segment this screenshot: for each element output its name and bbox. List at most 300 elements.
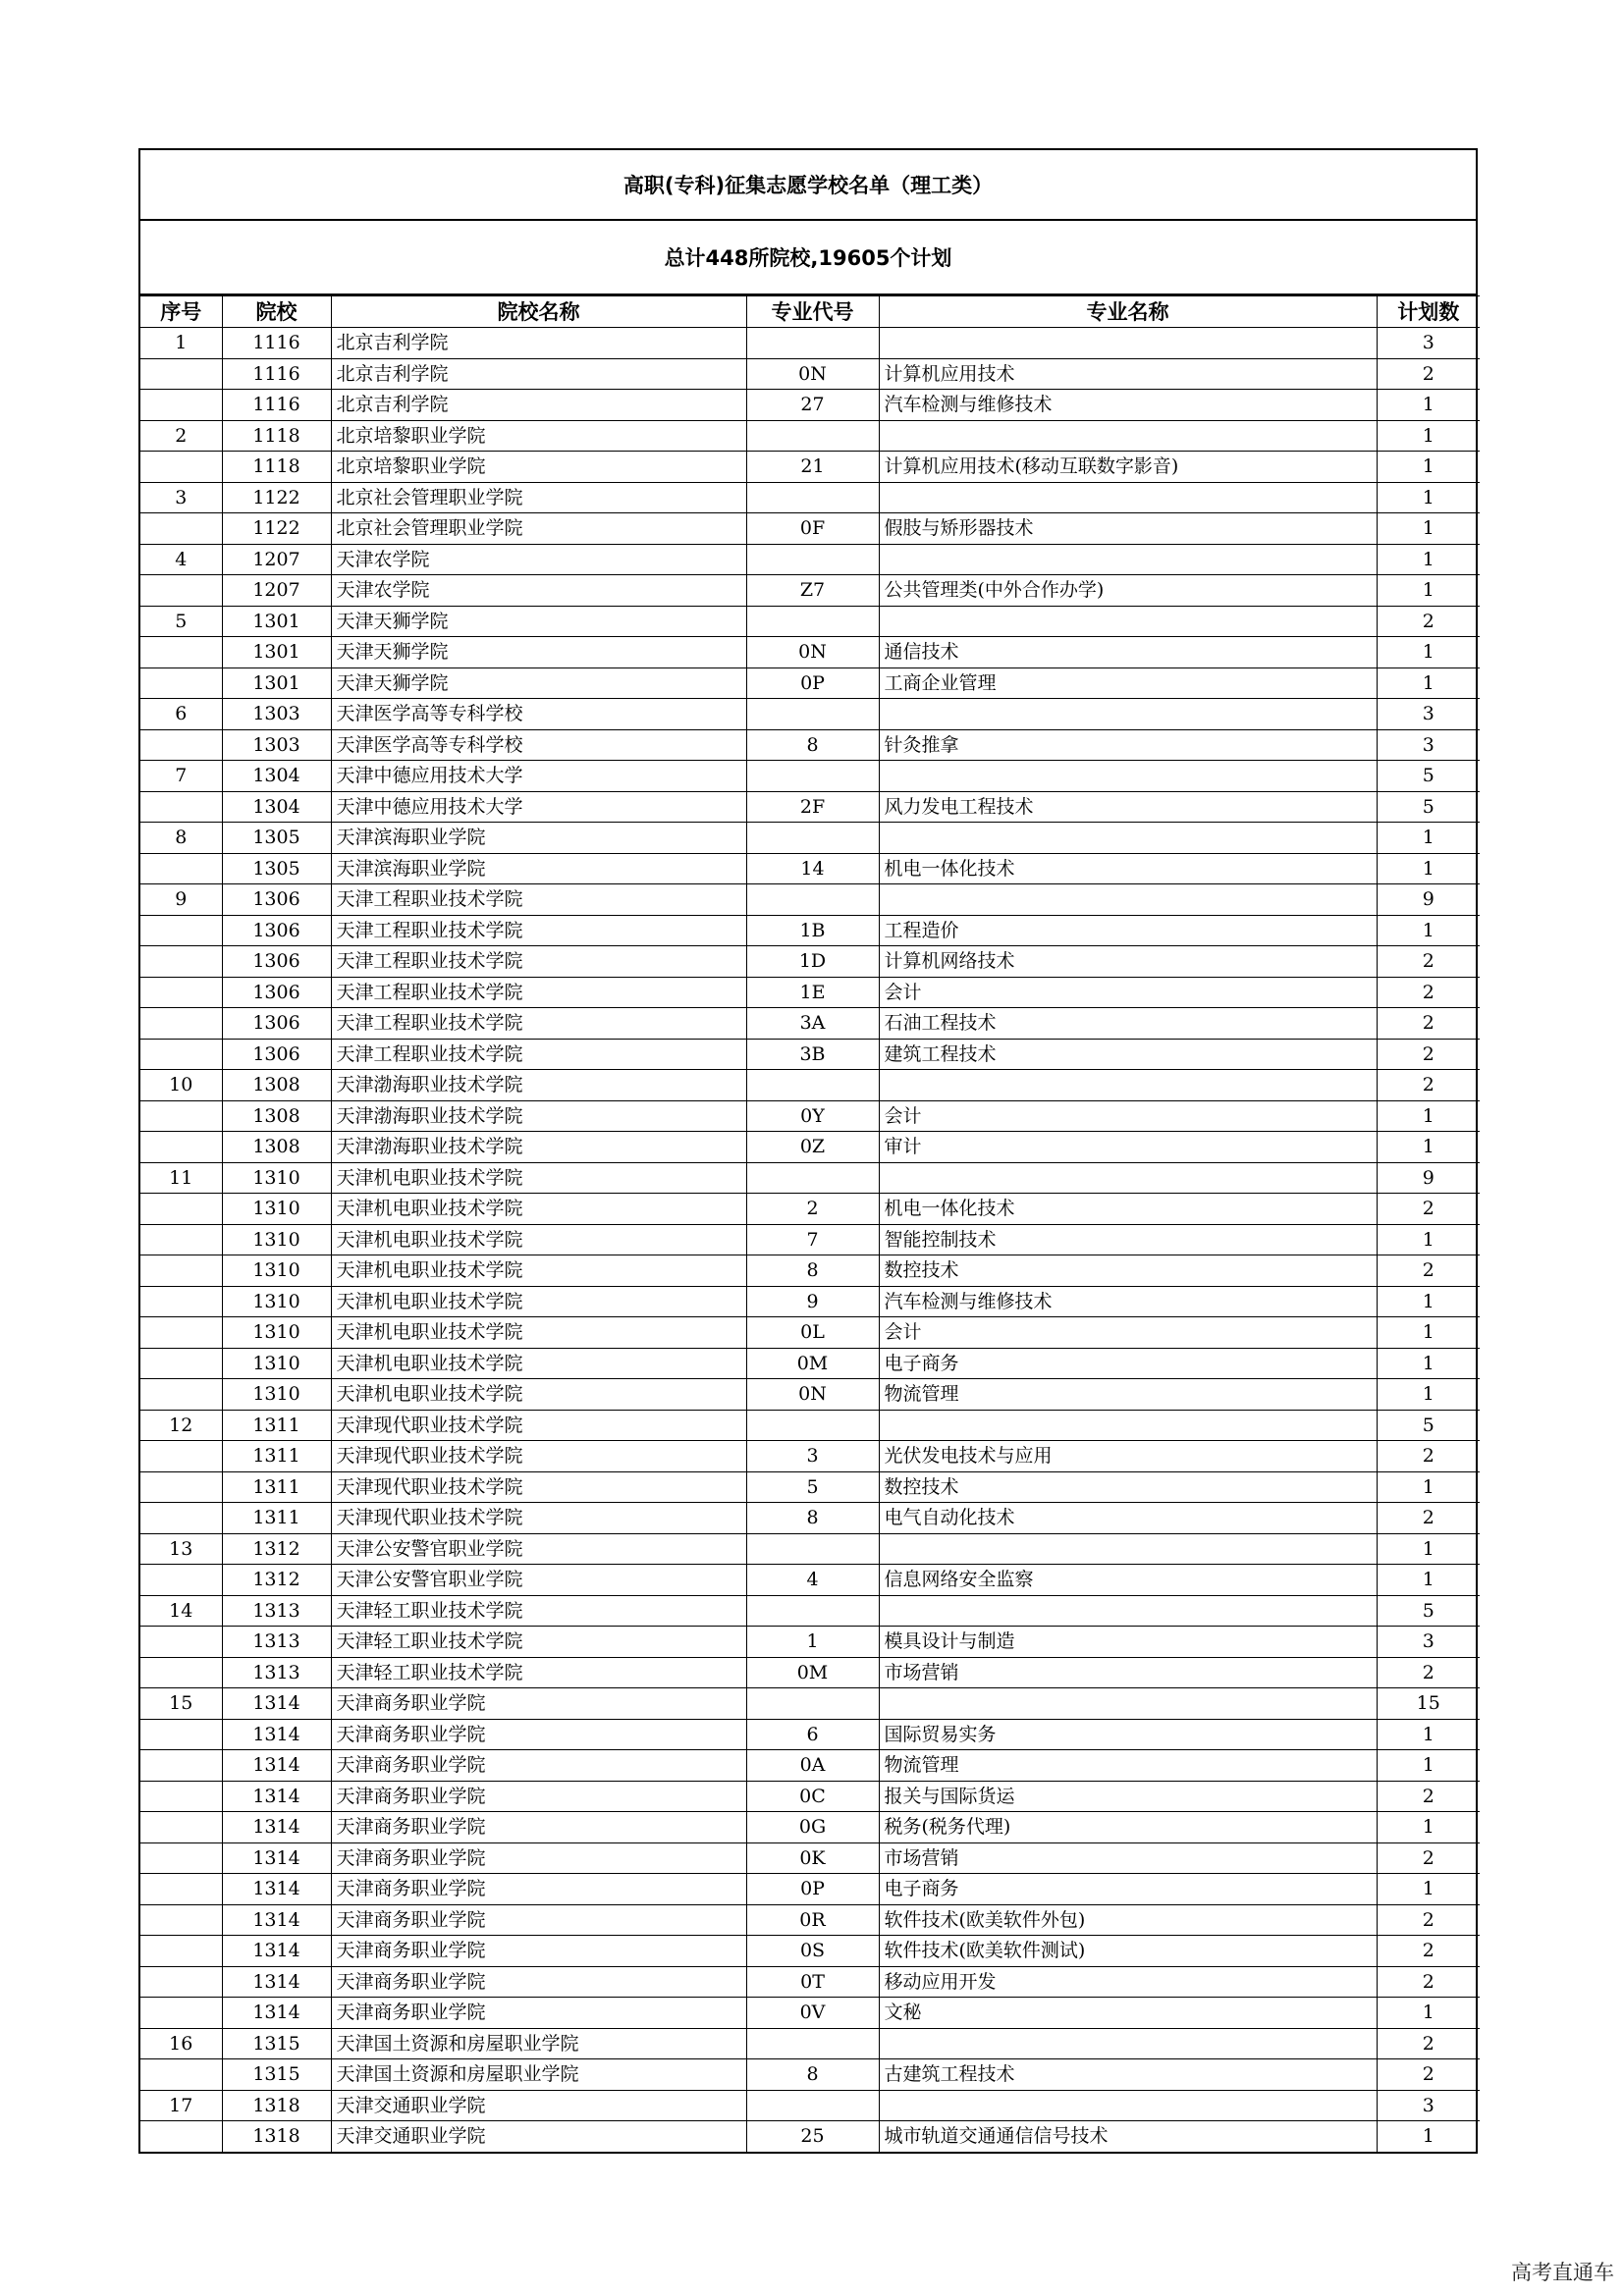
row-school-code: 1207	[222, 544, 331, 575]
row-plan-count: 1	[1377, 2121, 1480, 2152]
school-table	[140, 295, 1480, 2152]
admissions-sheet	[138, 148, 1478, 2154]
row-plan-count: 2	[1377, 606, 1480, 637]
row-major-name	[879, 420, 1377, 452]
row-school-name: 天津现代职业技术学院	[331, 1471, 746, 1503]
row-index: 13	[140, 1533, 222, 1565]
row-school-name: 天津商务职业学院	[331, 1719, 746, 1750]
row-plan-count: 2	[1377, 1039, 1480, 1070]
row-index	[140, 1657, 222, 1688]
row-major-code: 0Y	[746, 1100, 879, 1132]
row-index	[140, 853, 222, 884]
row-school-code: 1308	[222, 1070, 331, 1101]
row-major-code	[746, 1410, 879, 1441]
row-plan-count: 2	[1377, 1966, 1480, 1998]
row-major-name	[879, 1688, 1377, 1720]
row-school-name: 天津机电职业技术学院	[331, 1348, 746, 1379]
row-school-code: 1207	[222, 575, 331, 607]
row-major-name: 市场营销	[879, 1842, 1377, 1874]
row-major-name: 数控技术	[879, 1471, 1377, 1503]
row-major-name	[879, 699, 1377, 730]
table-row	[140, 823, 1480, 854]
row-school-name: 天津滨海职业学院	[331, 823, 746, 854]
table-row	[140, 1533, 1480, 1565]
row-major-code: 14	[746, 853, 879, 884]
row-major-name: 电子商务	[879, 1348, 1377, 1379]
row-school-name: 天津商务职业学院	[331, 1750, 746, 1782]
row-major-code: 0T	[746, 1966, 879, 1998]
row-major-name	[879, 1162, 1377, 1194]
row-index	[140, 513, 222, 545]
row-school-name: 天津交通职业学院	[331, 2090, 746, 2121]
row-plan-count: 3	[1377, 328, 1480, 359]
row-school-name: 天津商务职业学院	[331, 1936, 746, 1967]
row-major-name	[879, 328, 1377, 359]
row-school-code: 1122	[222, 482, 331, 513]
row-school-name: 天津农学院	[331, 575, 746, 607]
row-major-code	[746, 544, 879, 575]
row-plan-count: 1	[1377, 575, 1480, 607]
row-major-code: 3B	[746, 1039, 879, 1070]
table-row	[140, 1039, 1480, 1070]
row-plan-count: 1	[1377, 1348, 1480, 1379]
row-index	[140, 1255, 222, 1287]
row-plan-count: 9	[1377, 884, 1480, 916]
row-plan-count: 2	[1377, 1904, 1480, 1936]
row-plan-count: 2	[1377, 1070, 1480, 1101]
table-row	[140, 482, 1480, 513]
row-school-name: 天津机电职业技术学院	[331, 1286, 746, 1317]
row-index: 1	[140, 328, 222, 359]
row-school-name: 天津渤海职业技术学院	[331, 1100, 746, 1132]
row-school-name: 天津中德应用技术大学	[331, 791, 746, 823]
row-school-name: 天津公安警官职业学院	[331, 1533, 746, 1565]
row-school-name: 天津商务职业学院	[331, 1812, 746, 1843]
row-major-name: 假肢与矫形器技术	[879, 513, 1377, 545]
row-major-code: 3	[746, 1441, 879, 1472]
row-major-name	[879, 1533, 1377, 1565]
row-school-code: 1312	[222, 1533, 331, 1565]
row-school-code: 1308	[222, 1132, 331, 1163]
table-row	[140, 1595, 1480, 1627]
row-major-name	[879, 482, 1377, 513]
row-major-name: 电子商务	[879, 1874, 1377, 1905]
row-major-code	[746, 1162, 879, 1194]
row-school-code: 1310	[222, 1162, 331, 1194]
row-school-code: 1313	[222, 1595, 331, 1627]
row-school-name: 北京社会管理职业学院	[331, 482, 746, 513]
row-plan-count: 1	[1377, 513, 1480, 545]
row-index	[140, 452, 222, 483]
row-index: 3	[140, 482, 222, 513]
row-school-code: 1314	[222, 1688, 331, 1720]
row-major-name: 市场营销	[879, 1657, 1377, 1688]
row-school-code: 1312	[222, 1565, 331, 1596]
table-row	[140, 1008, 1480, 1040]
row-major-name	[879, 544, 1377, 575]
row-plan-count: 1	[1377, 1132, 1480, 1163]
row-plan-count: 5	[1377, 1410, 1480, 1441]
table-row	[140, 1224, 1480, 1255]
row-major-code	[746, 761, 879, 792]
row-major-code: 0G	[746, 1812, 879, 1843]
row-school-code: 1311	[222, 1410, 331, 1441]
row-major-code: 8	[746, 1503, 879, 1534]
row-plan-count: 1	[1377, 544, 1480, 575]
row-major-code	[746, 1595, 879, 1627]
table-row	[140, 946, 1480, 978]
row-index	[140, 791, 222, 823]
row-plan-count: 1	[1377, 915, 1480, 946]
row-index: 2	[140, 420, 222, 452]
row-major-name: 软件技术(欧美软件外包)	[879, 1904, 1377, 1936]
row-plan-count: 1	[1377, 482, 1480, 513]
row-major-name: 物流管理	[879, 1379, 1377, 1411]
row-plan-count: 2	[1377, 1194, 1480, 1225]
row-major-code: 2	[746, 1194, 879, 1225]
row-major-name: 税务(税务代理)	[879, 1812, 1377, 1843]
table-row	[140, 1998, 1480, 2029]
row-major-code: 0K	[746, 1842, 879, 1874]
row-school-code: 1305	[222, 823, 331, 854]
row-major-name: 机电一体化技术	[879, 1194, 1377, 1225]
row-school-name: 天津商务职业学院	[331, 1998, 746, 2029]
row-plan-count: 1	[1377, 1565, 1480, 1596]
row-school-code: 1306	[222, 915, 331, 946]
row-index	[140, 667, 222, 699]
row-school-name: 北京培黎职业学院	[331, 452, 746, 483]
row-school-code: 1311	[222, 1471, 331, 1503]
row-major-code: 27	[746, 390, 879, 421]
row-index	[140, 1565, 222, 1596]
row-school-name: 天津医学高等专科学校	[331, 729, 746, 761]
row-school-code: 1314	[222, 1842, 331, 1874]
row-plan-count: 2	[1377, 1008, 1480, 1040]
row-school-code: 1301	[222, 606, 331, 637]
row-school-name: 天津公安警官职业学院	[331, 1565, 746, 1596]
row-major-code: 0N	[746, 358, 879, 390]
row-index	[140, 1194, 222, 1225]
row-major-code	[746, 823, 879, 854]
table-row	[140, 1162, 1480, 1194]
row-major-name	[879, 1070, 1377, 1101]
row-major-code	[746, 606, 879, 637]
row-index	[140, 1627, 222, 1658]
row-major-name: 针灸推拿	[879, 729, 1377, 761]
row-plan-count: 1	[1377, 1379, 1480, 1411]
column-header-major-name: 专业名称	[879, 296, 1377, 328]
row-index	[140, 2059, 222, 2091]
row-plan-count: 2	[1377, 358, 1480, 390]
row-plan-count: 2	[1377, 1441, 1480, 1472]
table-row	[140, 1657, 1480, 1688]
row-plan-count: 1	[1377, 390, 1480, 421]
row-major-name	[879, 761, 1377, 792]
row-index: 14	[140, 1595, 222, 1627]
row-major-code: 0N	[746, 637, 879, 668]
table-row	[140, 2121, 1480, 2152]
column-header-plan-count: 计划数	[1377, 296, 1480, 328]
row-major-name: 机电一体化技术	[879, 853, 1377, 884]
row-major-code: 0S	[746, 1936, 879, 1967]
row-major-name: 汽车检测与维修技术	[879, 1286, 1377, 1317]
table-row	[140, 358, 1480, 390]
row-school-code: 1306	[222, 1039, 331, 1070]
table-row	[140, 1100, 1480, 1132]
row-index: 4	[140, 544, 222, 575]
row-plan-count: 2	[1377, 1781, 1480, 1812]
row-major-code: 0Z	[746, 1132, 879, 1163]
row-school-code: 1314	[222, 1874, 331, 1905]
row-major-name: 智能控制技术	[879, 1224, 1377, 1255]
table-row	[140, 1874, 1480, 1905]
row-school-code: 1311	[222, 1503, 331, 1534]
row-plan-count: 1	[1377, 1286, 1480, 1317]
row-school-name: 天津工程职业技术学院	[331, 1039, 746, 1070]
row-plan-count: 1	[1377, 1533, 1480, 1565]
row-major-code: Z7	[746, 575, 879, 607]
row-index	[140, 1224, 222, 1255]
row-index	[140, 915, 222, 946]
row-school-code: 1310	[222, 1194, 331, 1225]
row-major-name	[879, 606, 1377, 637]
row-major-code: 1D	[746, 946, 879, 978]
row-school-code: 1310	[222, 1379, 331, 1411]
row-major-name: 文秘	[879, 1998, 1377, 2029]
row-major-name: 物流管理	[879, 1750, 1377, 1782]
row-plan-count: 5	[1377, 761, 1480, 792]
row-school-name: 天津轻工职业技术学院	[331, 1627, 746, 1658]
row-school-name: 天津中德应用技术大学	[331, 761, 746, 792]
row-major-code: 0V	[746, 1998, 879, 2029]
row-index	[140, 1998, 222, 2029]
row-school-name: 天津医学高等专科学校	[331, 699, 746, 730]
row-major-code: 0M	[746, 1348, 879, 1379]
row-school-name: 天津国土资源和房屋职业学院	[331, 2059, 746, 2091]
row-school-name: 天津滨海职业学院	[331, 853, 746, 884]
row-major-name: 通信技术	[879, 637, 1377, 668]
row-major-code: 6	[746, 1719, 879, 1750]
row-index	[140, 390, 222, 421]
row-index	[140, 946, 222, 978]
row-plan-count: 1	[1377, 1750, 1480, 1782]
row-major-code: 0C	[746, 1781, 879, 1812]
row-major-name: 软件技术(欧美软件测试)	[879, 1936, 1377, 1967]
row-major-code: 0F	[746, 513, 879, 545]
row-school-code: 1318	[222, 2121, 331, 2152]
row-index: 9	[140, 884, 222, 916]
row-major-code: 3A	[746, 1008, 879, 1040]
table-row	[140, 977, 1480, 1008]
row-index	[140, 1008, 222, 1040]
table-row	[140, 575, 1480, 607]
table-row	[140, 1688, 1480, 1720]
row-school-name: 天津商务职业学院	[331, 1688, 746, 1720]
row-index: 16	[140, 2028, 222, 2059]
table-row	[140, 2059, 1480, 2091]
row-major-name: 工商企业管理	[879, 667, 1377, 699]
row-school-name: 天津轻工职业技术学院	[331, 1657, 746, 1688]
row-school-name: 天津天狮学院	[331, 667, 746, 699]
row-major-code	[746, 1688, 879, 1720]
row-index: 10	[140, 1070, 222, 1101]
row-major-name: 会计	[879, 1317, 1377, 1349]
row-school-code: 1306	[222, 1008, 331, 1040]
row-school-code: 1118	[222, 452, 331, 483]
row-plan-count: 1	[1377, 1998, 1480, 2029]
row-major-code: 9	[746, 1286, 879, 1317]
sheet-summary: 总计448所院校,19605个计划	[140, 221, 1476, 295]
table-row	[140, 1410, 1480, 1441]
row-major-name: 信息网络安全监察	[879, 1565, 1377, 1596]
table-row	[140, 1503, 1480, 1534]
row-plan-count: 1	[1377, 853, 1480, 884]
row-plan-count: 1	[1377, 1874, 1480, 1905]
table-body	[140, 328, 1480, 2152]
row-major-code	[746, 884, 879, 916]
row-index: 7	[140, 761, 222, 792]
row-plan-count: 9	[1377, 1162, 1480, 1194]
table-header-row	[140, 296, 1480, 328]
row-major-name: 移动应用开发	[879, 1966, 1377, 1998]
row-major-name	[879, 1595, 1377, 1627]
row-plan-count: 1	[1377, 420, 1480, 452]
table-row	[140, 791, 1480, 823]
row-index	[140, 1286, 222, 1317]
row-plan-count: 1	[1377, 823, 1480, 854]
row-school-code: 1303	[222, 699, 331, 730]
row-index	[140, 1904, 222, 1936]
row-school-name: 北京吉利学院	[331, 328, 746, 359]
row-plan-count: 2	[1377, 1657, 1480, 1688]
table-row	[140, 1936, 1480, 1967]
row-plan-count: 5	[1377, 1595, 1480, 1627]
row-index	[140, 1503, 222, 1534]
row-plan-count: 1	[1377, 1224, 1480, 1255]
row-school-name: 天津商务职业学院	[331, 1874, 746, 1905]
row-school-code: 1310	[222, 1286, 331, 1317]
table-row	[140, 1132, 1480, 1163]
row-index: 6	[140, 699, 222, 730]
row-major-code: 21	[746, 452, 879, 483]
row-school-name: 北京社会管理职业学院	[331, 513, 746, 545]
table-row	[140, 1781, 1480, 1812]
row-index	[140, 637, 222, 668]
row-major-name: 石油工程技术	[879, 1008, 1377, 1040]
row-index	[140, 1100, 222, 1132]
row-index	[140, 1348, 222, 1379]
table-row	[140, 1255, 1480, 1287]
row-school-code: 1303	[222, 729, 331, 761]
table-row	[140, 853, 1480, 884]
row-index	[140, 1966, 222, 1998]
row-index	[140, 977, 222, 1008]
row-school-name: 天津商务职业学院	[331, 1842, 746, 1874]
table-row	[140, 420, 1480, 452]
row-plan-count: 15	[1377, 1688, 1480, 1720]
row-plan-count: 2	[1377, 1936, 1480, 1967]
row-plan-count: 2	[1377, 1255, 1480, 1287]
column-header-school-name: 院校名称	[331, 296, 746, 328]
row-school-name: 天津现代职业技术学院	[331, 1410, 746, 1441]
row-school-name: 天津机电职业技术学院	[331, 1379, 746, 1411]
row-index: 8	[140, 823, 222, 854]
row-index: 5	[140, 606, 222, 637]
row-school-code: 1306	[222, 884, 331, 916]
row-major-name: 公共管理类(中外合作办学)	[879, 575, 1377, 607]
row-school-name: 天津工程职业技术学院	[331, 977, 746, 1008]
row-school-code: 1304	[222, 791, 331, 823]
row-school-code: 1315	[222, 2059, 331, 2091]
row-major-name: 古建筑工程技术	[879, 2059, 1377, 2091]
row-school-name: 天津渤海职业技术学院	[331, 1132, 746, 1163]
row-school-code: 1116	[222, 390, 331, 421]
row-plan-count: 1	[1377, 1812, 1480, 1843]
table-row	[140, 328, 1480, 359]
row-major-code: 2F	[746, 791, 879, 823]
row-plan-count: 2	[1377, 946, 1480, 978]
row-major-code	[746, 2090, 879, 2121]
row-major-name: 会计	[879, 1100, 1377, 1132]
row-school-code: 1305	[222, 853, 331, 884]
row-school-code: 1314	[222, 1998, 331, 2029]
row-major-name: 模具设计与制造	[879, 1627, 1377, 1658]
row-major-name: 汽车检测与维修技术	[879, 390, 1377, 421]
row-major-name: 计算机应用技术	[879, 358, 1377, 390]
row-school-code: 1315	[222, 2028, 331, 2059]
row-index: 11	[140, 1162, 222, 1194]
table-row	[140, 761, 1480, 792]
row-major-name: 电气自动化技术	[879, 1503, 1377, 1534]
row-school-code: 1310	[222, 1348, 331, 1379]
row-major-name: 工程造价	[879, 915, 1377, 946]
row-major-code: 0A	[746, 1750, 879, 1782]
table-row	[140, 884, 1480, 916]
row-plan-count: 1	[1377, 1100, 1480, 1132]
row-index: 17	[140, 2090, 222, 2121]
table-row	[140, 1750, 1480, 1782]
row-school-name: 天津现代职业技术学院	[331, 1441, 746, 1472]
row-index	[140, 1132, 222, 1163]
row-index	[140, 1441, 222, 1472]
row-index	[140, 1842, 222, 1874]
row-school-code: 1301	[222, 637, 331, 668]
row-school-code: 1310	[222, 1317, 331, 1349]
row-plan-count: 1	[1377, 1317, 1480, 1349]
row-major-code: 0P	[746, 1874, 879, 1905]
row-school-code: 1310	[222, 1224, 331, 1255]
row-school-name: 天津商务职业学院	[331, 1966, 746, 1998]
row-major-name: 风力发电工程技术	[879, 791, 1377, 823]
row-major-code: 8	[746, 729, 879, 761]
row-index	[140, 1379, 222, 1411]
row-major-name	[879, 2090, 1377, 2121]
row-major-code: 1E	[746, 977, 879, 1008]
row-plan-count: 3	[1377, 1627, 1480, 1658]
row-major-name	[879, 823, 1377, 854]
row-school-code: 1318	[222, 2090, 331, 2121]
row-major-code: 1B	[746, 915, 879, 946]
row-major-code	[746, 2028, 879, 2059]
row-school-code: 1314	[222, 1936, 331, 1967]
row-plan-count: 2	[1377, 2059, 1480, 2091]
row-school-code: 1313	[222, 1657, 331, 1688]
table-row	[140, 2090, 1480, 2121]
row-major-name: 建筑工程技术	[879, 1039, 1377, 1070]
row-major-name: 城市轨道交通通信信号技术	[879, 2121, 1377, 2152]
row-school-name: 天津机电职业技术学院	[331, 1317, 746, 1349]
table-row	[140, 1194, 1480, 1225]
